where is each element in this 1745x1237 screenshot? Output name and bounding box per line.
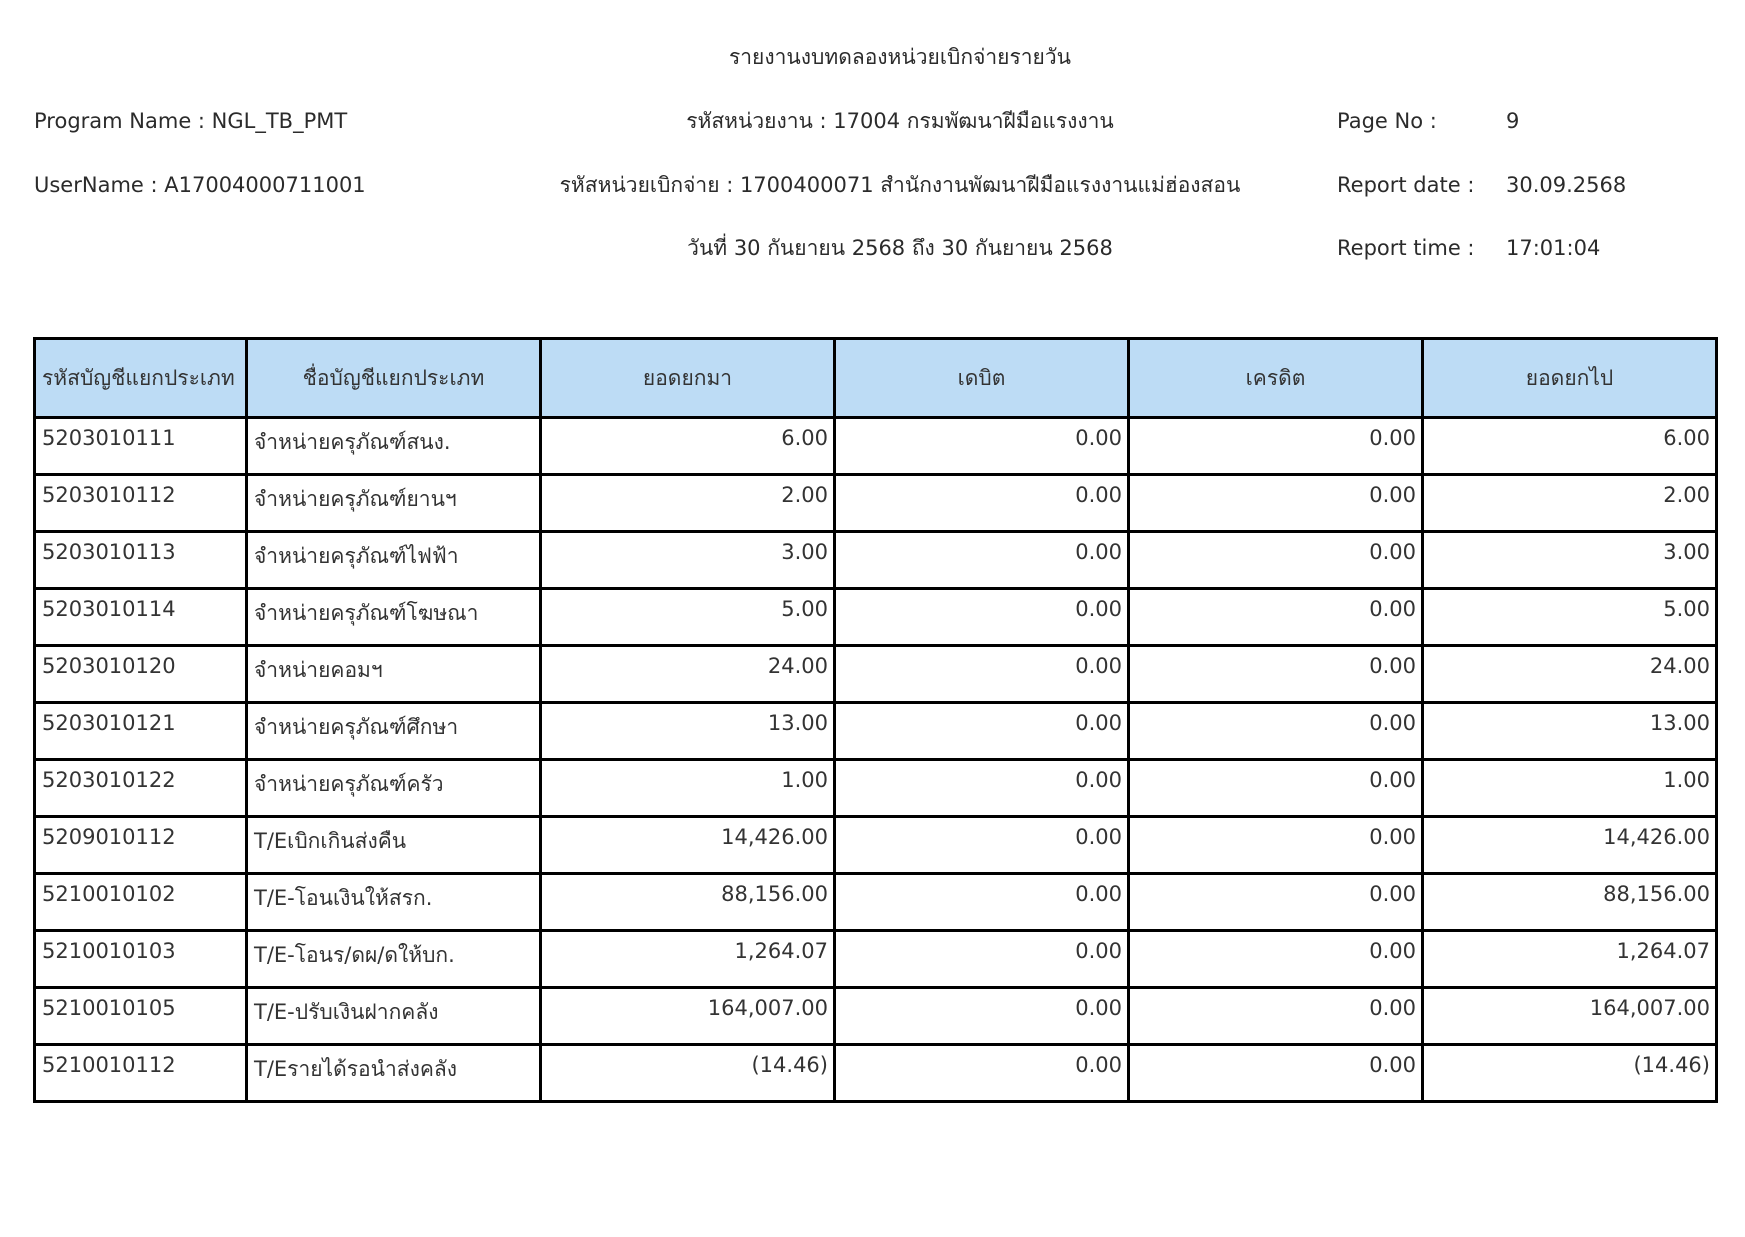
cell-account-name: จำหน่ายครุภัณฑ์ครัว [247,760,541,817]
cell-brought-forward: 13.00 [541,703,835,760]
cell-carried-forward: 1,264.07 [1423,931,1717,988]
cell-debit: 0.00 [835,532,1129,589]
cell-debit: 0.00 [835,817,1129,874]
cell-account-name: T/E-โอนร/ดผ/ดให้บก. [247,931,541,988]
cell-credit: 0.00 [1129,931,1423,988]
cell-account-code: 5203010111 [35,418,247,475]
table-row [35,988,1717,1045]
cell-brought-forward: 3.00 [541,532,835,589]
cell-account-name: จำหน่ายคอมฯ [247,646,541,703]
cell-credit: 0.00 [1129,703,1423,760]
cell-account-code: 5203010112 [35,475,247,532]
cell-carried-forward: 24.00 [1423,646,1717,703]
cell-account-name: จำหน่ายครุภัณฑ์ศึกษา [247,703,541,760]
table-row [35,1045,1717,1102]
cell-debit: 0.00 [835,703,1129,760]
table-row [35,760,1717,817]
cell-carried-forward: 5.00 [1423,589,1717,646]
table-row [35,589,1717,646]
cell-debit: 0.00 [835,1045,1129,1102]
table-row [35,646,1717,703]
table-row [35,418,1717,475]
cell-credit: 0.00 [1129,817,1423,874]
user-name: UserName : A17004000711001 [34,173,366,197]
col-header-carried-forward: ยอดยกไป [1423,339,1717,418]
table-header-row [35,339,1717,418]
cell-brought-forward: 2.00 [541,475,835,532]
trial-balance-table-wrap [33,337,1718,1103]
cell-credit: 0.00 [1129,1045,1423,1102]
report-date-label: Report date : [1337,173,1475,197]
agency-line: รหัสหน่วยงาน : 17004 กรมพัฒนาฝีมือแรงงาน [686,109,1114,133]
cell-brought-forward: 14,426.00 [541,817,835,874]
cell-account-name: T/Eเบิกเกินส่งคืน [247,817,541,874]
cell-credit: 0.00 [1129,532,1423,589]
cell-carried-forward: 1.00 [1423,760,1717,817]
date-range: วันที่ 30 กันยายน 2568 ถึง 30 กันยายน 2568 [687,236,1113,260]
trial-balance-table [33,337,1718,1103]
cell-debit: 0.00 [835,646,1129,703]
table-row [35,931,1717,988]
cell-brought-forward: 164,007.00 [541,988,835,1045]
table-row [35,475,1717,532]
report-title: รายงานงบทดลองหน่วยเบิกจ่ายรายวัน [728,45,1072,69]
col-header-account-name: ชื่อบัญชีแยกประเภท [247,339,541,418]
col-header-credit: เครดิต [1129,339,1423,418]
cell-carried-forward: 6.00 [1423,418,1717,475]
cell-carried-forward: 14,426.00 [1423,817,1717,874]
cell-account-code: 5203010113 [35,532,247,589]
cell-debit: 0.00 [835,874,1129,931]
cell-account-name: จำหน่ายครุภัณฑ์ไฟฟ้า [247,532,541,589]
cell-credit: 0.00 [1129,589,1423,646]
cell-carried-forward: 3.00 [1423,532,1717,589]
cell-carried-forward: 13.00 [1423,703,1717,760]
cell-credit: 0.00 [1129,760,1423,817]
cell-carried-forward: 88,156.00 [1423,874,1717,931]
cell-debit: 0.00 [835,988,1129,1045]
col-header-debit: เดบิต [835,339,1129,418]
col-header-account-code: รหัสบัญชีแยกประเภท [35,339,247,418]
report-time-label: Report time : [1337,236,1475,260]
table-row [35,703,1717,760]
cell-account-code: 5210010105 [35,988,247,1045]
cell-credit: 0.00 [1129,988,1423,1045]
cell-brought-forward: 5.00 [541,589,835,646]
table-row [35,874,1717,931]
program-name: Program Name : NGL_TB_PMT [34,109,348,133]
cell-account-name: T/Eรายได้รอนำส่งคลัง [247,1045,541,1102]
cell-account-code: 5203010114 [35,589,247,646]
cell-debit: 0.00 [835,760,1129,817]
cell-account-code: 5210010112 [35,1045,247,1102]
cell-debit: 0.00 [835,931,1129,988]
cell-account-code: 5209010112 [35,817,247,874]
report-date-value: 30.09.2568 [1506,173,1627,197]
cell-carried-forward: 2.00 [1423,475,1717,532]
page-no-value: 9 [1506,109,1520,133]
cell-brought-forward: (14.46) [541,1045,835,1102]
page-no-label: Page No : [1337,109,1437,133]
cell-debit: 0.00 [835,589,1129,646]
cell-credit: 0.00 [1129,646,1423,703]
cell-account-name: T/E-โอนเงินให้สรก. [247,874,541,931]
cell-account-code: 5203010122 [35,760,247,817]
cell-account-name: T/E-ปรับเงินฝากคลัง [247,988,541,1045]
cell-account-name: จำหน่ายครุภัณฑ์ยานฯ [247,475,541,532]
col-header-brought-forward: ยอดยกมา [541,339,835,418]
cell-account-code: 5203010121 [35,703,247,760]
cell-account-code: 5210010103 [35,931,247,988]
cell-debit: 0.00 [835,475,1129,532]
cell-account-code: 5210010102 [35,874,247,931]
cell-carried-forward: (14.46) [1423,1045,1717,1102]
cell-account-name: จำหน่ายครุภัณฑ์สนง. [247,418,541,475]
cell-debit: 0.00 [835,418,1129,475]
cell-credit: 0.00 [1129,418,1423,475]
cell-brought-forward: 24.00 [541,646,835,703]
cell-brought-forward: 1,264.07 [541,931,835,988]
cell-brought-forward: 1.00 [541,760,835,817]
report-time-value: 17:01:04 [1506,236,1601,260]
cell-account-code: 5203010120 [35,646,247,703]
cell-credit: 0.00 [1129,475,1423,532]
table-row [35,532,1717,589]
table-row [35,817,1717,874]
cell-account-name: จำหน่ายครุภัณฑ์โฆษณา [247,589,541,646]
disbursement-line: รหัสหน่วยเบิกจ่าย : 1700400071 สำนักงานพัฒนาฝีมือแรงงานแม่ฮ่องสอน [559,173,1241,197]
cell-brought-forward: 6.00 [541,418,835,475]
cell-credit: 0.00 [1129,874,1423,931]
cell-brought-forward: 88,156.00 [541,874,835,931]
cell-carried-forward: 164,007.00 [1423,988,1717,1045]
